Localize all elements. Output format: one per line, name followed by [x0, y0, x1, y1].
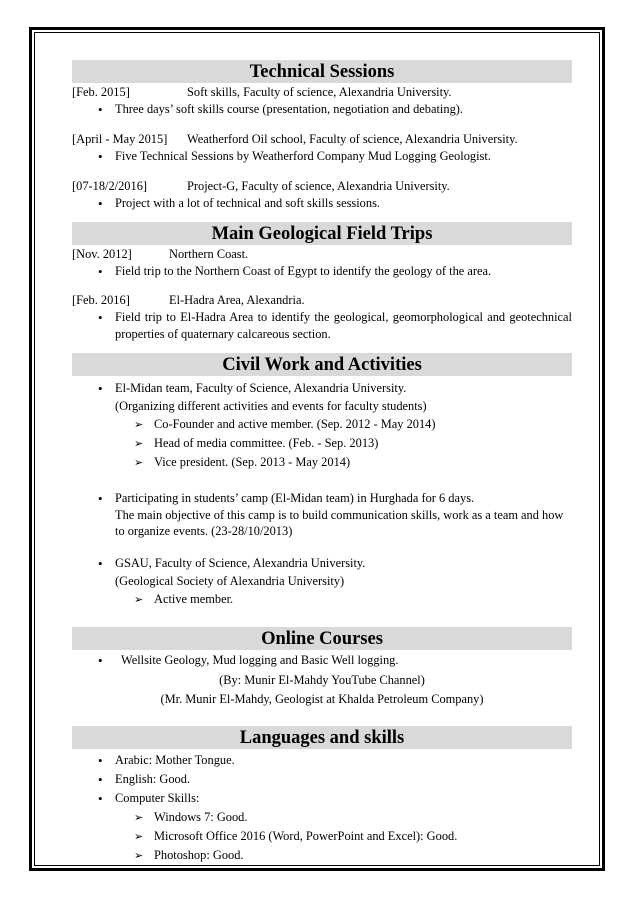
online-courses-heading: Online Courses: [72, 627, 572, 650]
course-source: (By: Munir El-Mahdy YouTube Channel): [219, 673, 425, 687]
entry-description: Weatherford Oil school, Faculty of science, Alexandria University.: [187, 132, 518, 146]
online-course: [72, 652, 572, 709]
entry-date: [Feb. 2015]: [72, 85, 130, 99]
activity-note: (Geological Society of Alexandria University): [115, 574, 345, 588]
entry-bullet: • Field trip to the Northern Coast of Egypt to identify the geology of the area.: [72, 263, 572, 280]
entry-date: [07-18/2/2016]: [72, 179, 148, 193]
activity-note: (Organizing different activities and events for faculty students): [115, 399, 427, 413]
activity-gsau: [72, 555, 572, 609]
entry-bullet: • Project with a lot of technical and soft skills sessions.: [72, 195, 572, 212]
entry-date: [Nov. 2012]: [72, 247, 132, 261]
role-item: ➢ Co-Founder and active member. (Sep. 2012 - May 2014): [72, 415, 572, 434]
role-item: ➢ Head of media committee. (Feb. - Sep. 2013): [72, 434, 572, 453]
resume-content: [72, 60, 572, 865]
entry-description: El-Hadra Area, Alexandria.: [169, 293, 305, 307]
field-trips-heading: Main Geological Field Trips: [72, 222, 572, 245]
course-instructor: (Mr. Munir El-Mahdy, Geologist at Khalda Petroleum Company): [160, 692, 484, 706]
activity-note: The main objective of this camp is to build communication skills, work as a team and how to organize events. (23-28/10/2013): [115, 508, 564, 538]
activity-title: • GSAU, Faculty of Science, Alexandria University.: [72, 555, 572, 572]
technical-entry: [72, 83, 572, 118]
activity-camp: [72, 490, 572, 539]
activity-midan: [72, 380, 572, 472]
entry-date: [Feb. 2016]: [72, 293, 130, 307]
computer-skill-item: ➢ Windows 7: Good.: [72, 808, 572, 827]
technical-sessions-heading: Technical Sessions: [72, 60, 572, 83]
activity-title: • Participating in students’ camp (El-Midan team) in Hurghada for 6 days.: [72, 490, 572, 507]
activity-title: • El-Midan team, Faculty of Science, Alexandria University.: [72, 380, 572, 397]
entry-description: Soft skills, Faculty of science, Alexandria University.: [187, 85, 452, 99]
field-trip-entry: [72, 245, 572, 280]
entry-description: Project-G, Faculty of science, Alexandria University.: [187, 179, 450, 193]
role-item: ➢ Active member.: [72, 590, 572, 609]
entry-bullet: • Field trip to El-Hadra Area to identify the geological, geomorphological and geotechnical properties of quaternary calcareous section.: [72, 309, 572, 343]
civil-work-heading: Civil Work and Activities: [72, 353, 572, 376]
computer-skill-item: ➢ Photoshop: Good.: [72, 846, 572, 865]
course-title: • Wellsite Geology, Mud logging and Basic Well logging.: [72, 652, 572, 669]
skill-item: • English: Good.: [72, 770, 572, 789]
skill-item: • Arabic: Mother Tongue.: [72, 751, 572, 770]
languages-skills-heading: Languages and skills: [72, 726, 572, 749]
technical-entry: [72, 177, 572, 212]
entry-description: Northern Coast.: [169, 247, 249, 261]
skill-item: • Computer Skills:: [72, 789, 572, 808]
role-item: ➢ Vice president. (Sep. 2013 - May 2014): [72, 453, 572, 472]
entry-bullet: • Five Technical Sessions by Weatherford Company Mud Logging Geologist.: [72, 148, 572, 165]
computer-skill-item: ➢ Microsoft Office 2016 (Word, PowerPoint and Excel): Good.: [72, 827, 572, 846]
skills-list: [72, 751, 572, 865]
field-trip-entry: [72, 291, 572, 343]
entry-date: [April - May 2015]: [72, 132, 168, 146]
entry-bullet: • Three days’ soft skills course (presentation, negotiation and debating).: [72, 101, 572, 118]
technical-entry: [72, 130, 572, 165]
